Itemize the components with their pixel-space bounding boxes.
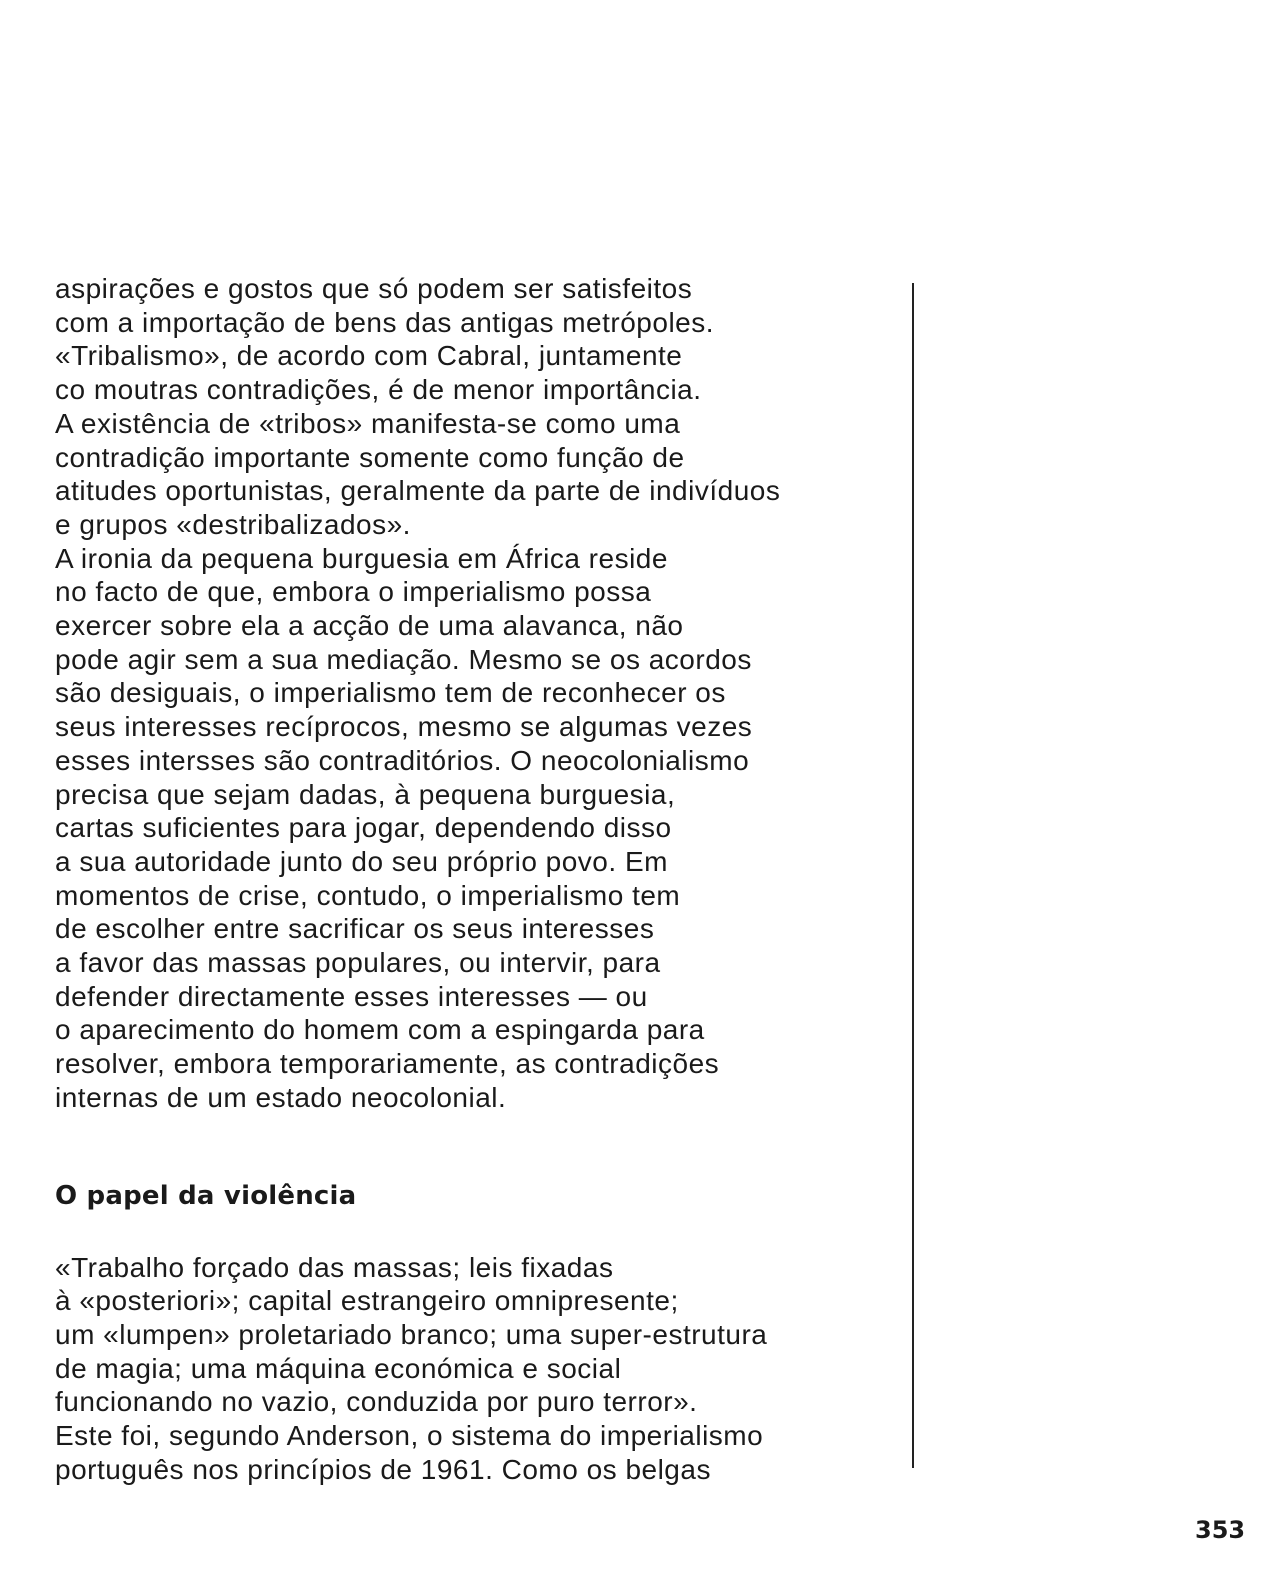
- text-line: atitudes oportunistas, geralmente da parte de indivíduos: [55, 475, 781, 507]
- text-line: são desiguais, o imperialismo tem de reconhecer os: [55, 677, 726, 709]
- text-line: aspirações e gostos que só podem ser satisfeitos: [55, 273, 693, 304]
- text-line: e grupos «destribalizados».: [55, 508, 411, 540]
- text-line: de escolher entre sacrificar os seus interesses: [55, 913, 655, 945]
- text-line: pode agir sem a sua mediação. Mesmo se os acordos: [55, 643, 752, 675]
- paragraph: [55, 542, 905, 1115]
- section-heading: O papel da violência: [55, 1180, 357, 1211]
- text-line: com a importação de bens das antigas metrópoles.: [55, 306, 715, 338]
- text-line: exercer sobre ela a acção de uma alavanca, não: [55, 610, 684, 642]
- paragraph: [55, 1251, 905, 1487]
- text-line: o aparecimento do homem com a espingarda para: [55, 1014, 705, 1046]
- text-line: seus interesses recíprocos, mesmo se algumas vezes: [55, 711, 753, 743]
- text-line: precisa que sejam dadas, à pequena burguesia,: [55, 778, 676, 810]
- text-line: funcionando no vazio, conduzida por puro terror».: [55, 1386, 698, 1418]
- text-line: contradição importante somente como função de: [55, 441, 685, 473]
- text-line: cartas suficientes para jogar, dependendo disso: [55, 812, 672, 844]
- text-line: um «lumpen» proletariado branco; uma super-estrutura: [55, 1318, 768, 1350]
- text-line: internas de um estado neocolonial.: [55, 1081, 507, 1113]
- text-line: resolver, embora temporariamente, as contradições: [55, 1048, 720, 1080]
- text-line: defender directamente esses interesses — ou: [55, 980, 648, 1012]
- text-line: esses intersses são contraditórios. O neocolonialismo: [55, 744, 750, 776]
- page-number: 353: [1195, 1516, 1246, 1544]
- text-line: «Tribalismo», de acordo com Cabral, juntamente: [55, 340, 683, 372]
- text-line: co moutras contradições, é de menor importância.: [55, 374, 702, 406]
- text-line: A existência de «tribos» manifesta-se como uma: [55, 407, 681, 439]
- text-line: à «posteriori»; capital estrangeiro omnipresente;: [55, 1285, 679, 1317]
- text-line: momentos de crise, contudo, o imperialismo tem: [55, 879, 681, 911]
- text-line: A ironia da pequena burguesia em África reside: [55, 542, 668, 574]
- column-rule: [912, 283, 914, 1468]
- paragraph: [55, 272, 905, 542]
- text-line: a favor das massas populares, ou intervir, para: [55, 947, 661, 979]
- text-line: português nos princípios de 1961. Como os belgas: [55, 1453, 711, 1485]
- text-line: Este foi, segundo Anderson, o sistema do imperialismo: [55, 1420, 764, 1452]
- text-line: de magia; uma máquina económica e social: [55, 1352, 622, 1384]
- text-column: [55, 272, 905, 1487]
- text-line: no facto de que, embora o imperialismo possa: [55, 576, 652, 608]
- text-line: a sua autoridade junto do seu próprio povo. Em: [55, 845, 668, 877]
- text-line: «Trabalho forçado das massas; leis fixadas: [55, 1251, 614, 1283]
